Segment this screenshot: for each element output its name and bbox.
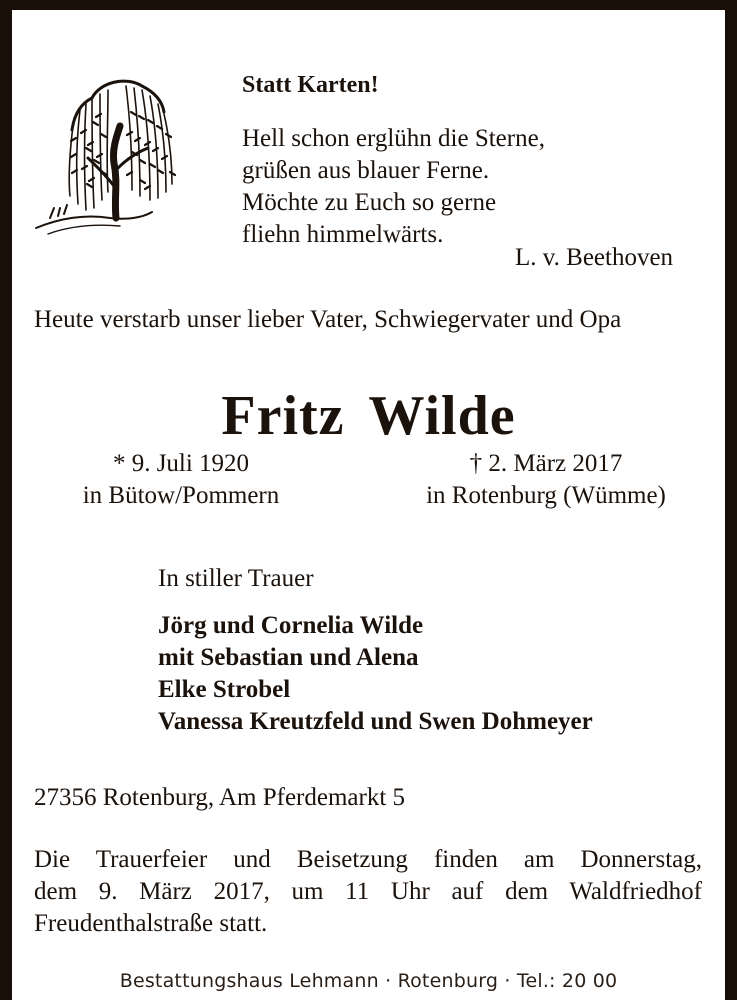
deceased-name: Fritz Wilde: [221, 385, 516, 447]
poem-line: grüßen aus blauer Ferne.: [242, 157, 490, 184]
ceremony-line: dem 9. März 2017, um 11 Uhr auf dem Waldfriedhof: [34, 878, 702, 905]
mourner-name: Elke Strobel: [158, 676, 291, 703]
statt-karten-heading: Statt Karten!: [242, 72, 379, 98]
intro-text: Heute verstarb unser lieber Vater, Schwiegervater und Opa: [34, 306, 622, 333]
funeral-home-footer: Bestattungshaus Lehmann · Rotenburg · Tel.: 20 00: [119, 970, 618, 992]
poem-line: Hell schon erglühn die Sterne,: [242, 125, 545, 152]
weeping-willow-icon: [30, 68, 190, 253]
address: 27356 Rotenburg, Am Pferdemarkt 5: [34, 784, 406, 811]
birth-place: in Bütow/Pommern: [82, 482, 280, 509]
mourner-name: mit Sebastian und Alena: [158, 644, 419, 671]
mourner-name: Vanessa Kreutzfeld und Swen Dohmeyer: [158, 708, 593, 735]
death-place: in Rotenburg (Wümme): [426, 482, 666, 509]
poem-author: L. v. Beethoven: [515, 244, 674, 271]
ceremony-line: Freudenthalstraße statt.: [34, 910, 268, 937]
ceremony-line: Die Trauerfeier und Beisetzung finden am Donnerstag,: [34, 846, 702, 873]
mourner-name: Jörg und Cornelia Wilde: [158, 612, 424, 639]
birth-date: * 9. Juli 1920: [112, 450, 250, 477]
poem-line: fliehn himmelwärts.: [242, 221, 444, 248]
death-date: † 2. März 2017: [469, 450, 623, 477]
mourners-heading: In stiller Trauer: [158, 565, 314, 592]
poem-line: Möchte zu Euch so gerne: [242, 189, 497, 216]
